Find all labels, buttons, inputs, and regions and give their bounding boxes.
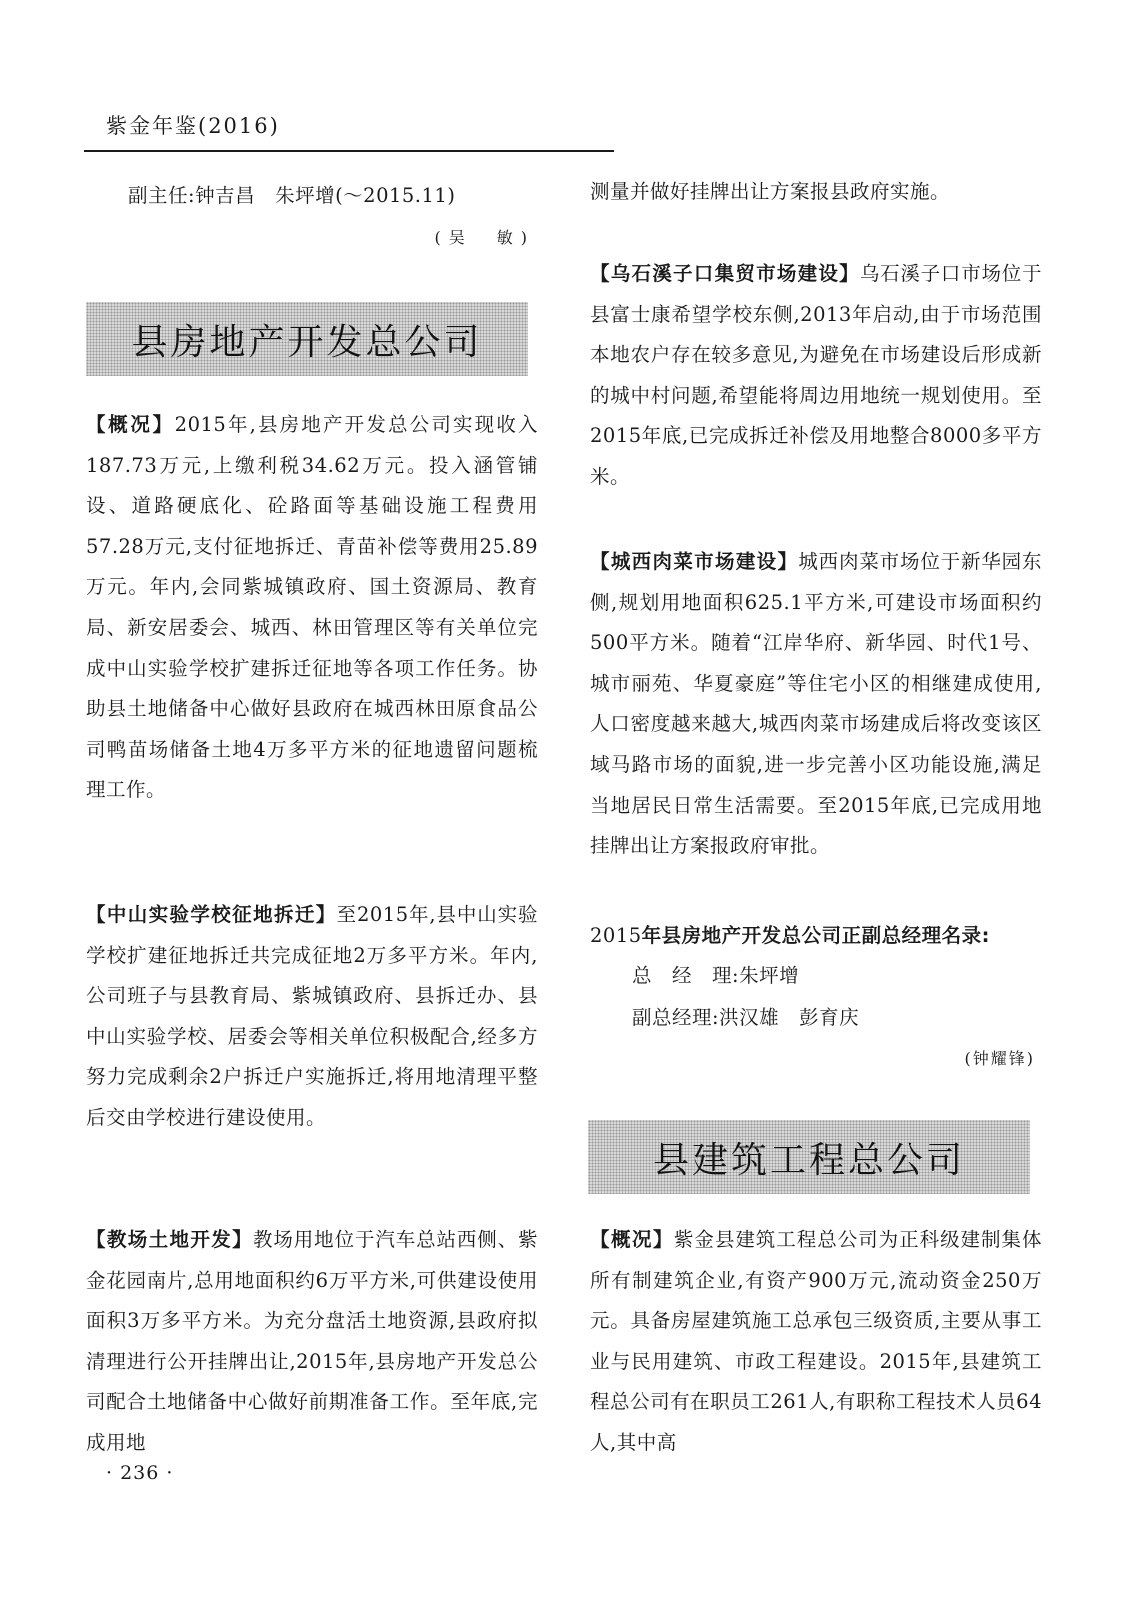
paragraph-text-construction-overview: 紫金县建筑工程总公司为正科级建制集体所有制建筑企业,有资产900万元,流动资金250万元。具备房屋建筑施工总承包三级资质,主要从事工业与民用建筑、市政工程建设。2015年,县建筑工程总公司有在职员工261人,有职称工程技术人员64人,其中高 [590, 1228, 1042, 1454]
deputy-directors-line: 副主任:钟吉昌 朱坪增(～2015.11) [128, 184, 456, 207]
paragraph-jiaochang-continued: 测量并做好挂牌出让方案报县政府实施。 [590, 180, 951, 203]
paragraph-label-construction-overview: 【概况】 [590, 1228, 674, 1251]
running-title: 紫金年鉴(2016) [106, 114, 280, 138]
paragraph-label-zhongshan: 【中山实验学校征地拆迁】 [86, 903, 337, 926]
author-credit-2: (钟耀锋) [964, 1049, 1035, 1068]
section-title-banner-real-estate [86, 302, 528, 376]
paragraph-zhongshan [86, 895, 538, 1139]
paragraph-text-zhongshan: 至2015年,县中山实验学校扩建征地拆迁共完成征地2万多平方米。年内,公司班子与县教育局、紫城镇政府、县拆迁办、县中山实验学校、居委会等相关单位积极配合,经多方努力完成剩余2户拆迁户实施拆迁,将用地清理平整后交由学校进行建设使用。 [86, 903, 538, 1129]
paragraph-construction-overview [590, 1220, 1042, 1464]
paragraph-overview [86, 405, 538, 811]
roster-general-manager: 总 经 理:朱坪增 [632, 964, 800, 987]
paragraph-text-wushixi: 乌石溪子口市场位于县富士康希望学校东侧,2013年启动,由于市场范围本地农户存在较多意见,为避免在市场建设后形成新的城中村问题,希望能将周边用地统一规划使用。至2015年底,已完成拆迁补偿及用地整合8000多平方米。 [590, 262, 1042, 488]
paragraph-label-chengxi: 【城西肉菜市场建设】 [590, 550, 799, 573]
roster-title-year: 2015 [590, 924, 642, 947]
paragraph-text-chengxi: 城西肉菜市场位于新华园东侧,规划用地面积625.1平方米,可建设市场面积约500平方米。随着“江岸华府、新华园、时代1号、城市丽苑、华夏豪庭”等住宅小区的相继建成使用,人口密度越来越大,城西肉菜市场建成后将改变该区域马路市场的面貌,进一步完善小区功能设施,满足当地居民日常生活需要。至2015年底,已完成用地挂牌出让方案报政府审批。 [590, 550, 1042, 858]
paragraph-text-jiaochang: 教场用地位于汽车总站西侧、紫金花园南片,总用地面积约6万平方米,可供建设使用面积3万多平方米。为充分盘活土地资源,县政府拟清理进行公开挂牌出让,2015年,县房地产开发总公司配合土地储备中心做好前期准备工作。至年底,完成用地 [86, 1228, 538, 1454]
paragraph-label-overview: 【概况】 [86, 413, 175, 436]
section-title-banner-construction [588, 1120, 1030, 1194]
paragraph-text-overview: 2015年,县房地产开发总公司实现收入187.73万元,上缴利税34.62万元。投入涵管铺设、道路硬底化、砼路面等基础设施工程费用57.28万元,支付征地拆迁、青苗补偿等费用25.89万元。年内,会同紫城镇政府、国土资源局、教育局、新安居委会、城西、林田管理区等有关单位完成中山实验学校扩建拆迁征地等各项工作任务。协助县土地储备中心做好县政府在城西林田原食品公司鸭苗场储备土地4万多平方米的征地遗留问题梳理工作。 [86, 413, 538, 802]
paragraph-label-jiaochang: 【教场土地开发】 [86, 1228, 254, 1251]
section-title-construction: 县建筑工程总公司 [652, 1139, 965, 1181]
paragraph-chengxi [590, 542, 1042, 867]
header-rule [84, 150, 614, 152]
page-number: · 236 · [106, 1462, 174, 1484]
paragraph-label-wushixi: 【乌石溪子口集贸市场建设】 [590, 262, 860, 285]
paragraph-wushixi [590, 254, 1042, 498]
paragraph-jiaochang [86, 1220, 538, 1464]
section-title-real-estate: 县房地产开发总公司 [131, 321, 483, 363]
roster-title [590, 920, 990, 948]
author-credit-1: (吴 敏) [434, 228, 535, 247]
roster-deputy-general-manager: 副总经理:洪汉雄 彭育庆 [632, 1006, 860, 1029]
roster-title-text: 年县房地产开发总公司正副总经理名录: [641, 924, 990, 947]
